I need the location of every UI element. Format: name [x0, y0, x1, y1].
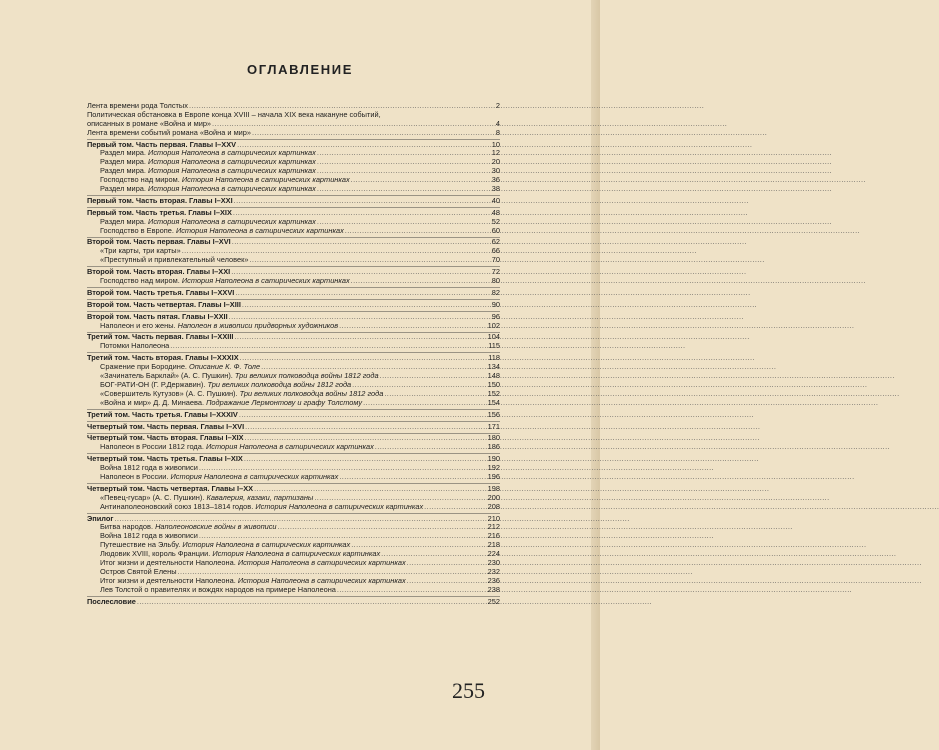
toc-entry-text: Наполеон в России 1812 года. — [100, 442, 206, 452]
toc-entry-title — [100, 322, 338, 331]
toc-entry-title — [87, 411, 238, 420]
toc-page-number: 218 — [487, 540, 500, 550]
toc-entry-text: Война 1812 года в живописи — [100, 531, 198, 541]
table-of-contents — [87, 102, 500, 606]
toc-entry — [87, 586, 500, 595]
toc-entry-text: Лента времени событий романа «Война и мир» — [87, 127, 252, 137]
leader-dots — [339, 473, 486, 482]
toc-entry-text: Наполеон в России. — [100, 471, 171, 481]
leader-dots — [424, 503, 486, 512]
toc-entry-text: Второй том. Часть вторая. Главы I–XXI — [87, 267, 231, 277]
toc-page-number: 62 — [491, 237, 500, 247]
toc-entry-title — [100, 473, 338, 482]
page-number: 255 — [452, 678, 485, 703]
toc-entry-subtitle: История Наполеона в сатирических картинках — [212, 549, 381, 559]
toc-entry-subtitle: История Наполеона в сатирических картинках — [205, 442, 374, 452]
toc-page-number: 30 — [491, 166, 500, 176]
toc-page-number: 104 — [487, 332, 500, 342]
toc-entry-text: Путешествие на Эльбу. — [100, 540, 183, 550]
toc-page-number: 230 — [487, 557, 500, 567]
toc-entry-text: Второй том. Часть четвертая. Главы I–XIII — [87, 299, 241, 309]
toc-entry — [87, 399, 500, 408]
page-title: ОГЛАВЛЕНИЕ — [247, 62, 353, 77]
toc-entry-text: Сражение при Бородине. — [100, 362, 190, 372]
toc-entry-title — [100, 185, 316, 194]
toc-entry-text: Господство над миром. — [100, 276, 182, 286]
toc-page-number: 152 — [487, 388, 500, 398]
toc-entry-subtitle: Три великих полководца войны 1812 года — [234, 371, 379, 381]
toc-page-number: 96 — [491, 311, 500, 321]
toc-entry — [87, 503, 500, 512]
toc-page-number: 252 — [487, 596, 500, 606]
toc-entry-text: Третий том. Часть первая. Главы I–XXIII — [87, 332, 234, 342]
toc-entry-text: «Зачинатель Барклай» (А. С. Пушкин). — [100, 371, 235, 381]
toc-entry-title — [87, 129, 251, 138]
leader-dots — [170, 342, 487, 351]
toc-page-number: 190 — [487, 454, 500, 464]
leader-dots — [317, 185, 490, 194]
toc-page-number: 238 — [487, 584, 500, 594]
toc-page-number: 20 — [491, 157, 500, 167]
toc-entry-text: Второй том. Часть пятая. Главы I–XXII — [87, 311, 228, 321]
toc-entry — [87, 185, 500, 194]
toc-entry-subtitle: История Наполеона в сатирических картинках — [170, 471, 339, 481]
toc-entry-subtitle: История Наполеона в сатирических картинках — [148, 166, 316, 176]
toc-entry-text: Послесловие — [87, 596, 136, 606]
toc-entry-subtitle: История Наполеона в сатирических картинках — [237, 557, 406, 567]
toc-section-heading — [87, 598, 500, 607]
toc-entry — [87, 256, 500, 265]
toc-entry-title — [100, 227, 344, 236]
toc-entry-text: Второй том. Часть третья. Главы I–XXVI — [87, 287, 235, 297]
toc-page-number: 12 — [491, 148, 500, 158]
toc-entry-subtitle: История Наполеона в сатирических картинках — [148, 216, 316, 226]
toc-page-number: 180 — [487, 433, 500, 443]
toc-entry-subtitle: История Наполеона в сатирических картинках — [255, 501, 424, 511]
toc-entry-text: «Певец-гусар» (А. С. Пушкин). — [100, 492, 207, 502]
toc-entry-subtitle: Три великих полководца войны 1812 года — [207, 379, 352, 389]
toc-entry-subtitle: Подражание Лермонтову и графу Толстому — [206, 397, 363, 407]
toc-entry-text: Третий том. Часть вторая. Главы I–XXXIX — [87, 353, 239, 363]
toc-entry-title — [100, 503, 423, 512]
toc-entry-text: Наполеон и его жены. — [100, 320, 178, 330]
toc-page-number: 10 — [491, 139, 500, 149]
toc-page-number: 134 — [487, 362, 500, 372]
toc-page-number: 118 — [488, 353, 500, 363]
toc-entry-text: «Три карты, три карты» — [100, 246, 181, 256]
toc-entry-text: «Преступный и привлекательный человек» — [100, 255, 249, 265]
toc-entry-text: Раздел мира. — [100, 216, 149, 226]
toc-page-number: 196 — [487, 471, 500, 481]
toc-entry-text: Антинаполеоновский союз 1813–1814 годов. — [100, 501, 256, 511]
leader-dots — [252, 129, 490, 138]
toc-entry-text: Первый том. Часть вторая. Главы I–XXI — [87, 195, 233, 205]
toc-section-heading — [87, 289, 500, 298]
toc-page-number: 156 — [487, 409, 500, 419]
toc-entry — [87, 322, 500, 331]
toc-entry-subtitle: История Наполеона в сатирических картинках — [181, 276, 350, 286]
toc-entry-text: Первый том. Часть первая. Главы I–XXV — [87, 139, 237, 149]
toc-section-heading — [87, 301, 500, 310]
toc-entry-subtitle: Три великих полководца войны 1812 года — [239, 388, 384, 398]
toc-page-number: 154 — [487, 397, 500, 407]
toc-entry-text: «Война и мир» Д. Д. Минаева. — [100, 397, 207, 407]
toc-page-number: 102 — [487, 320, 500, 330]
leader-dots — [337, 586, 487, 595]
toc-entry-title — [87, 598, 136, 607]
toc-entry-title — [100, 586, 336, 595]
toc-entry-title — [100, 277, 350, 286]
toc-entry-subtitle: История Наполеона в сатирических картинках — [148, 157, 316, 167]
toc-entry-text: Людовик XVIII, король Франции. — [100, 549, 213, 559]
toc-entry — [87, 342, 500, 351]
toc-entry-text: Четвертый том. Часть вторая. Главы I–XIX — [87, 433, 244, 443]
toc-entry-text: Господство в Европе. — [100, 225, 176, 235]
leader-dots — [234, 197, 490, 206]
leader-dots — [137, 598, 487, 607]
toc-page-number: 80 — [491, 276, 500, 286]
toc-page-number: 200 — [487, 492, 500, 502]
toc-entry-subtitle: Описание К. Ф. Толе — [189, 362, 261, 372]
toc-page-number: 48 — [491, 207, 500, 217]
toc-page-number: 236 — [487, 575, 500, 585]
toc-entry-text: Политическая обстановка в Европе конца XVIII – начала XIX века накануне событий, — [87, 109, 381, 119]
toc-entry-text: «Совершитель Кутузов» (А. С. Пушкин). — [100, 388, 240, 398]
toc-entry-text: Потомки Наполеона — [100, 341, 170, 351]
toc-section-heading — [87, 197, 500, 206]
toc-entry-subtitle: Кавалерия, казаки, партизаны — [206, 492, 314, 502]
toc-entry-text: Четвертый том. Часть третья. Главы I–XIX — [87, 454, 243, 464]
toc-page-number: 72 — [491, 267, 500, 277]
toc-entry-text: описанных в романе «Война и мир» — [87, 118, 212, 128]
toc-entry-text: Война 1812 года в живописи — [100, 463, 198, 473]
toc-entry-text: Господство над миром. — [100, 175, 182, 185]
toc-entry-text: БОГ-РАТИ-ОН (Г. Р.Державин). — [100, 379, 208, 389]
toc-entry-text: Третий том. Часть третья. Главы I–XXXIV — [87, 409, 238, 419]
toc-page-number: 36 — [491, 175, 500, 185]
toc-page-number: 38 — [491, 184, 500, 194]
toc-entry-text: Первый том. Часть третья. Главы I–XIX — [87, 207, 232, 217]
toc-entry-text: Второй том. Часть первая. Главы I–XVI — [87, 237, 231, 247]
toc-section-heading — [87, 423, 500, 432]
toc-entry-title — [87, 423, 244, 432]
leader-dots — [363, 399, 487, 408]
leader-dots — [351, 277, 490, 286]
toc-page-number: 40 — [491, 195, 500, 205]
toc-entry-subtitle: Наполеоновские войны в живописи — [155, 522, 277, 532]
toc-entry-title — [87, 301, 241, 310]
toc-page-number: 148 — [487, 371, 500, 381]
toc-page-number: 224 — [487, 549, 500, 559]
leader-dots — [245, 423, 487, 432]
toc-entry-text: Четвертый том. Часть первая. Главы I–XVI — [87, 421, 245, 431]
toc-entry-text: Остров Святой Елены — [100, 566, 177, 576]
toc-entry-title — [87, 197, 233, 206]
toc-page-number: 70 — [491, 255, 500, 265]
toc-entry — [87, 227, 500, 236]
leader-dots — [345, 227, 490, 236]
toc-entry — [87, 443, 500, 452]
leader-dots — [239, 411, 487, 420]
toc-page-number: 52 — [491, 216, 500, 226]
toc-entry-text: Итог жизни и деятельности Наполеона. — [100, 575, 238, 585]
toc-page-number: 198 — [487, 483, 500, 493]
toc-page-number: 216 — [487, 531, 500, 541]
leader-dots — [249, 256, 490, 265]
leader-dots — [375, 443, 487, 452]
toc-entry-text: Раздел мира. — [100, 148, 149, 158]
toc-page-number: 150 — [487, 379, 500, 389]
toc-page-number: 186 — [487, 442, 500, 452]
toc-entry-subtitle: История Наполеона в сатирических картинках — [181, 175, 350, 185]
toc-entry-title — [100, 399, 362, 408]
toc-entry-text: Лев Толстой о правителях и вождях народов на примере Наполеона — [100, 584, 336, 594]
toc-entry-text: Лента времени рода Толстых — [87, 101, 188, 110]
toc-entry-title — [100, 342, 169, 351]
toc-entry — [87, 277, 500, 286]
toc-page-number: 171 — [487, 421, 500, 431]
toc-entry-text: Раздел мира. — [100, 157, 149, 167]
toc-section-heading — [87, 411, 500, 420]
toc-entry-text: Четвертый том. Часть четвертая. Главы I–XX — [87, 483, 254, 493]
toc-entry-text: Раздел мира. — [100, 166, 149, 176]
toc-page-number: 90 — [491, 299, 500, 309]
toc-entry — [87, 473, 500, 482]
toc-entry-subtitle: История Наполеона в сатирических картинках — [148, 148, 316, 158]
toc-entry-subtitle: История Наполеона в сатирических картинках — [148, 184, 316, 194]
toc-page-number: 8 — [495, 127, 500, 137]
toc-entry-text: Итог жизни и деятельности Наполеона. — [100, 557, 238, 567]
toc-entry-text: Битва народов. — [100, 522, 156, 532]
toc-page-number: 210 — [487, 513, 500, 523]
toc-page-number: 60 — [491, 225, 500, 235]
toc-page-number: 2 — [495, 101, 500, 110]
toc-page-number: 115 — [488, 341, 500, 351]
toc-page-number: 4 — [495, 118, 500, 128]
leader-dots — [242, 301, 490, 310]
toc-page-number: 192 — [487, 463, 500, 473]
toc-page-number: 66 — [491, 246, 500, 256]
toc-entry-subtitle: История Наполеона в сатирических картинках — [175, 225, 344, 235]
leader-dots — [235, 289, 490, 298]
toc-entry-text: Раздел мира. — [100, 184, 149, 194]
toc-entry-title — [100, 256, 248, 265]
toc-entry-title — [100, 443, 374, 452]
toc-entry-subtitle: Наполеон в живописи придворных художников — [177, 320, 339, 330]
toc-page-number: 208 — [487, 501, 500, 511]
toc-entry-subtitle: История Наполеона в сатирических картинках — [182, 540, 351, 550]
leader-dots — [339, 322, 487, 331]
toc-page-number: 212 — [487, 522, 500, 532]
toc-entry-title — [87, 289, 234, 298]
toc-entry-text: Эпилог — [87, 513, 114, 523]
toc-page-number: 82 — [491, 287, 500, 297]
toc-page-number: 232 — [487, 566, 500, 576]
toc-entry-subtitle: История Наполеона в сатирических картинках — [237, 575, 406, 585]
toc-entry — [87, 129, 500, 138]
